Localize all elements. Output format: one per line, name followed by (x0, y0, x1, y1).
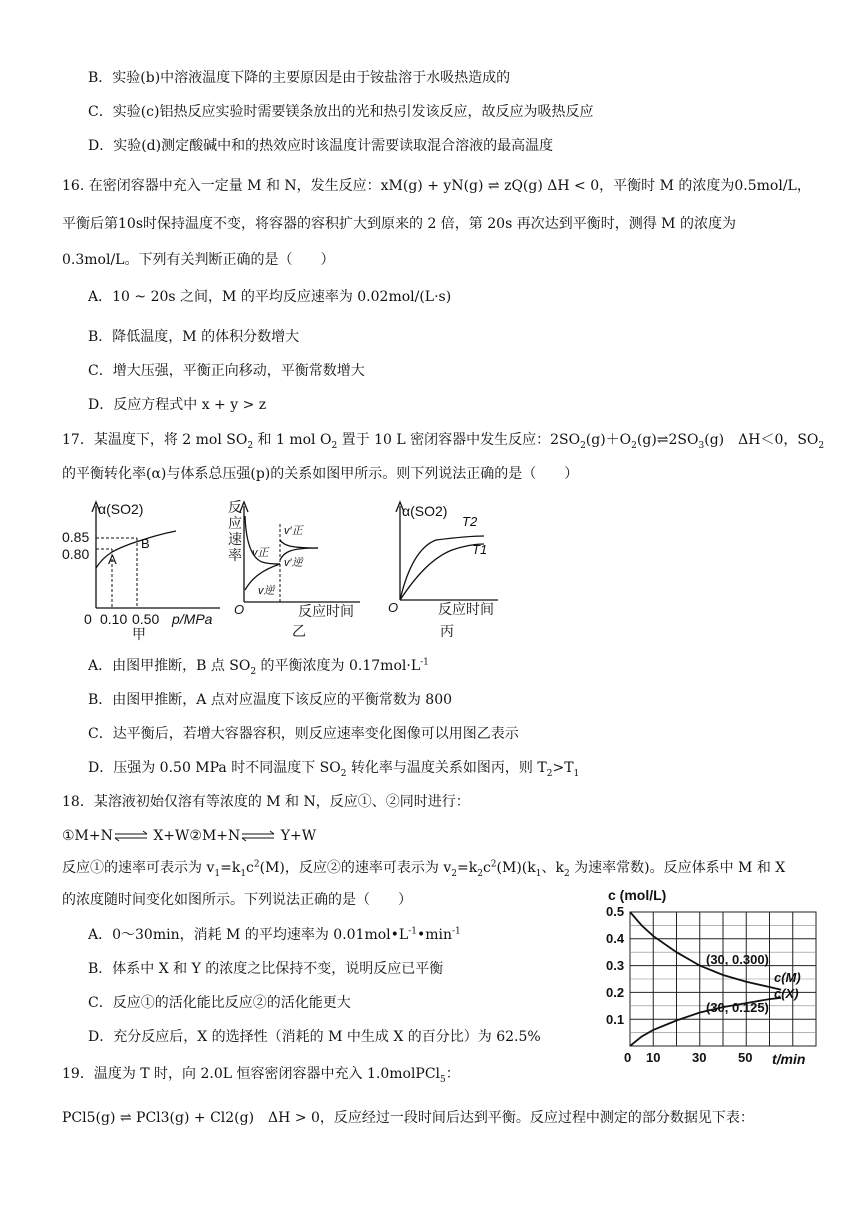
sub: 1 (214, 868, 221, 879)
q18-eq-3: Y+W (276, 828, 317, 844)
q18-concentration-chart (606, 884, 826, 1068)
q16-stem-a: 16. 在密闭容器中充入一定量 M 和 N，发生反应： (62, 178, 381, 194)
q18-option-a-text-b: •min (416, 927, 453, 943)
q17-text-b: 和 1 mol O (253, 432, 332, 448)
q16-option-a-label: A． (88, 289, 113, 305)
ytick: 0.2 (606, 985, 625, 1000)
sup: 2 (490, 859, 497, 870)
q17-figure-yi (222, 494, 372, 642)
q18-option-b: B．体系中 X 和 Y 的浓度之比保持不变，说明反应已平衡 (88, 961, 444, 977)
q17-option-c: C．达平衡后，若增大容器容积，则反应速率变化图像可以用图乙表示 (88, 726, 519, 742)
yi-v-forward: v正 (252, 547, 269, 559)
yi-v-forward2: v′正 (284, 525, 303, 537)
sub: 2 (451, 868, 457, 879)
ytick: 0.1 (606, 1012, 625, 1027)
q17-line-1 (62, 430, 824, 450)
yi-ylabel-2: 应 (228, 515, 242, 531)
sub: 2 (477, 868, 483, 879)
equilibrium-arrow-icon (113, 829, 149, 843)
q18-text: =k (220, 860, 241, 876)
q19-line-1 (62, 1064, 460, 1084)
jia-ytick-085: 0.85 (62, 529, 90, 545)
q18-text: =k (456, 860, 478, 876)
q15-option-c: C．实验(c)铝热反应实验时需要镁条放出的光和热引发该反应，故反应为吸热反应 (88, 104, 594, 120)
v-reverse2-curve (280, 540, 318, 548)
sub: 5 (440, 1074, 446, 1085)
q18-text: 为速率常数)。反应体系中 M 和 X (569, 860, 786, 876)
q18-option-a (88, 925, 461, 945)
bing-t2: T2 (462, 514, 478, 529)
q16-option-d-eq: x + y > z (201, 397, 267, 413)
q18-line-2 (62, 826, 316, 846)
q19-text: ： (445, 1066, 460, 1082)
ytick: 0.5 (606, 904, 625, 919)
bing-caption: 丙 (440, 623, 454, 639)
q17-option-d-text-c: >T (552, 760, 574, 776)
q18-text: (M)，反应②的速率可表示为 v (259, 860, 452, 876)
q18-eq-2: X+W②M+N (148, 828, 241, 844)
sub: 2 (631, 440, 637, 451)
q16-equation: xM(g) + yN(g) ⇌ zQ(g) ΔH < 0 (380, 178, 600, 194)
label-cx: c(X) (774, 986, 799, 1001)
q16-option-c: C．增大压强，平衡正向移动，平衡常数增大 (88, 363, 365, 379)
jia-ylabel: α(SO2) (98, 501, 144, 517)
q18-line-3 (62, 858, 785, 878)
q16-option-a-range: 10 ~ 20s (112, 289, 176, 305)
q16-option-b: B．降低温度，M 的体积分数增大 (88, 329, 300, 345)
q17-option-d (88, 758, 579, 778)
q18-line-1: 18．某溶液初始仅溶有等浓度的 M 和 N，反应①、②同时进行： (62, 794, 470, 810)
q19-line-2 (62, 1108, 754, 1128)
yi-v-reverse: v逆 (258, 585, 275, 597)
label-point-m: (30, 0.300) (706, 952, 769, 967)
q17-option-a (88, 656, 429, 676)
q16-line-1 (62, 176, 811, 196)
q16-stem-c: ， (796, 178, 811, 194)
sub: 2 (340, 768, 347, 779)
jia-point-a: A (108, 552, 117, 567)
series-c-m (630, 912, 781, 990)
q18-line-4: 的浓度随时间变化如图所示。下列说法正确的是（ ） (62, 892, 412, 908)
chart-ylabel: c (mol/L) (608, 887, 667, 903)
q17-option-d-text: D．压强为 0.50 MPa 时不同温度下 SO (88, 760, 341, 776)
jia-xlabel: p/MPa (172, 611, 213, 627)
yi-ylabel-4: 率 (228, 547, 242, 563)
xtick: 30 (692, 1050, 707, 1065)
sup: -1 (452, 926, 461, 937)
xtick: 0 (624, 1050, 632, 1065)
q17-figure-jia (60, 496, 230, 641)
q19-equation: PCl5(g) ⇌ PCl3(g) + Cl2(g) ΔH > 0 (62, 1110, 320, 1126)
bing-xlabel: 反应时间 (438, 601, 494, 617)
q17-option-b: B．由图甲推断，A 点对应温度下该反应的平衡常数为 800 (88, 692, 453, 708)
sup: -1 (420, 657, 429, 668)
sub: 2 (331, 440, 338, 451)
q16-conc-2: 0.3mol/L (62, 252, 125, 268)
label-cm: c(M) (774, 970, 801, 985)
q17-option-a-text: A．由图甲推断，B 点 SO (88, 658, 251, 674)
q18-option-a-text: A．0～30min，消耗 M 的平均速率为 0.01mol•L (88, 927, 409, 943)
yi-ylabel-1: 反 (228, 499, 242, 515)
q18-text: c (246, 860, 254, 876)
q17-option-a-text-b: 的平衡浓度为 0.17mol·L (256, 658, 421, 674)
jia-xtick-0: 0 (84, 611, 92, 627)
sub: 2 (818, 440, 825, 451)
q18-eq-1: ①M+N (62, 828, 113, 844)
yi-origin: O (234, 602, 245, 617)
sub: 1 (573, 768, 580, 779)
q17-text-a: 17．某温度下，将 2 mol SO (62, 432, 248, 448)
q17-text-c: 置于 10 L 密闭容器中发生反应：2SO (337, 432, 581, 448)
q16-option-a-rate: 0.02mol/(L·s) (357, 289, 452, 305)
ytick: 0.3 (606, 958, 625, 973)
jia-xtick-010: 0.10 (100, 611, 128, 627)
q16-stem-b: ，平衡时 M 的浓度为 (599, 178, 735, 194)
xtick: 10 (646, 1050, 661, 1065)
sub: 2 (563, 868, 570, 879)
sup: 2 (253, 859, 260, 870)
sub: 2 (247, 440, 254, 451)
q16-option-a (88, 287, 451, 307)
xtick: 50 (738, 1050, 753, 1065)
q17-text-f: (g) ΔH＜0，SO (704, 432, 819, 448)
sub: 1 (240, 868, 247, 879)
jia-caption: 甲 (132, 626, 146, 641)
yi-xlabel: 反应时间 (298, 603, 354, 619)
yi-caption: 乙 (292, 623, 306, 639)
equilibrium-arrow-icon (240, 829, 276, 843)
sub: 2 (580, 440, 586, 451)
q16-line-3 (62, 250, 334, 270)
jia-xtick-050: 0.50 (132, 611, 160, 627)
q16-conc-1: 0.5mol/L (734, 178, 797, 194)
q16-line-2: 平衡后第10s时保持温度不变，将容器的容积扩大到原来的 2 倍，第 20s 再次达到平衡时，测得 M 的浓度为 (62, 216, 736, 232)
q19-text-b: ，反应经过一段时间后达到平衡。反应过程中测定的部分数据见下表： (319, 1110, 754, 1126)
q18-text: 、k (541, 860, 564, 876)
q19-text-amount: 1.0molPCl (366, 1066, 441, 1082)
q18-option-c: C．反应①的活化能比反应②的活化能更大 (88, 995, 351, 1011)
q18-text: 反应①的速率可表示为 v (62, 860, 215, 876)
q15-option-b: B．实验(b)中溶液温度下降的主要原因是由于铵盐溶于水吸热造成的 (88, 70, 511, 86)
sub: 2 (546, 768, 553, 779)
q17-figure-bing (380, 496, 510, 641)
label-point-x: (30, 0.125) (706, 1000, 769, 1015)
q19-text: 19．温度为 T 时，向 2.0L 恒容密闭容器中充入 (62, 1066, 367, 1082)
ytick: 0.4 (606, 931, 625, 946)
bing-t1: T1 (472, 542, 488, 557)
yi-ylabel-3: 速 (228, 531, 242, 547)
sup: -1 (408, 926, 417, 937)
bing-origin: O (388, 600, 399, 615)
q17-option-d-text-b: 转化率与温度关系如图丙，则 T (346, 760, 547, 776)
sub: 1 (535, 868, 542, 879)
jia-point-b: B (141, 536, 150, 551)
q16-stem-d: 。下列有关判断正确的是（ ） (124, 252, 335, 268)
q15-option-d: D．实验(d)测定酸碱中和的热效应时该温度计需要读取混合溶液的最高温度 (88, 138, 554, 154)
chart-xlabel: t/min (772, 1051, 806, 1067)
jia-ytick-080: 0.80 (62, 546, 90, 562)
yi-v-reverse2: v′逆 (284, 557, 303, 569)
sub: 2 (250, 666, 257, 677)
q17-text-e: (g)⇌2SO (636, 432, 699, 448)
bing-ylabel: α(SO2) (402, 503, 448, 519)
q16-option-a-mid: 之间，M 的平均反应速率为 (175, 289, 358, 305)
q16-option-d (88, 395, 266, 415)
q17-text-d: (g)＋O (585, 432, 632, 448)
q17-line-2: 的平衡转化率(α)与体系总压强(p)的关系如图甲所示。则下列说法正确的是（ ） (62, 466, 579, 482)
q18-text: c (482, 860, 491, 876)
sub: 3 (698, 440, 705, 451)
q18-text: (M)(k (496, 860, 536, 876)
q18-option-d: D．充分反应后，X 的选择性（消耗的 M 中生成 X 的百分比）为 62.5% (88, 1029, 541, 1045)
q16-option-d-label: D．反应方程式中 (88, 397, 202, 413)
